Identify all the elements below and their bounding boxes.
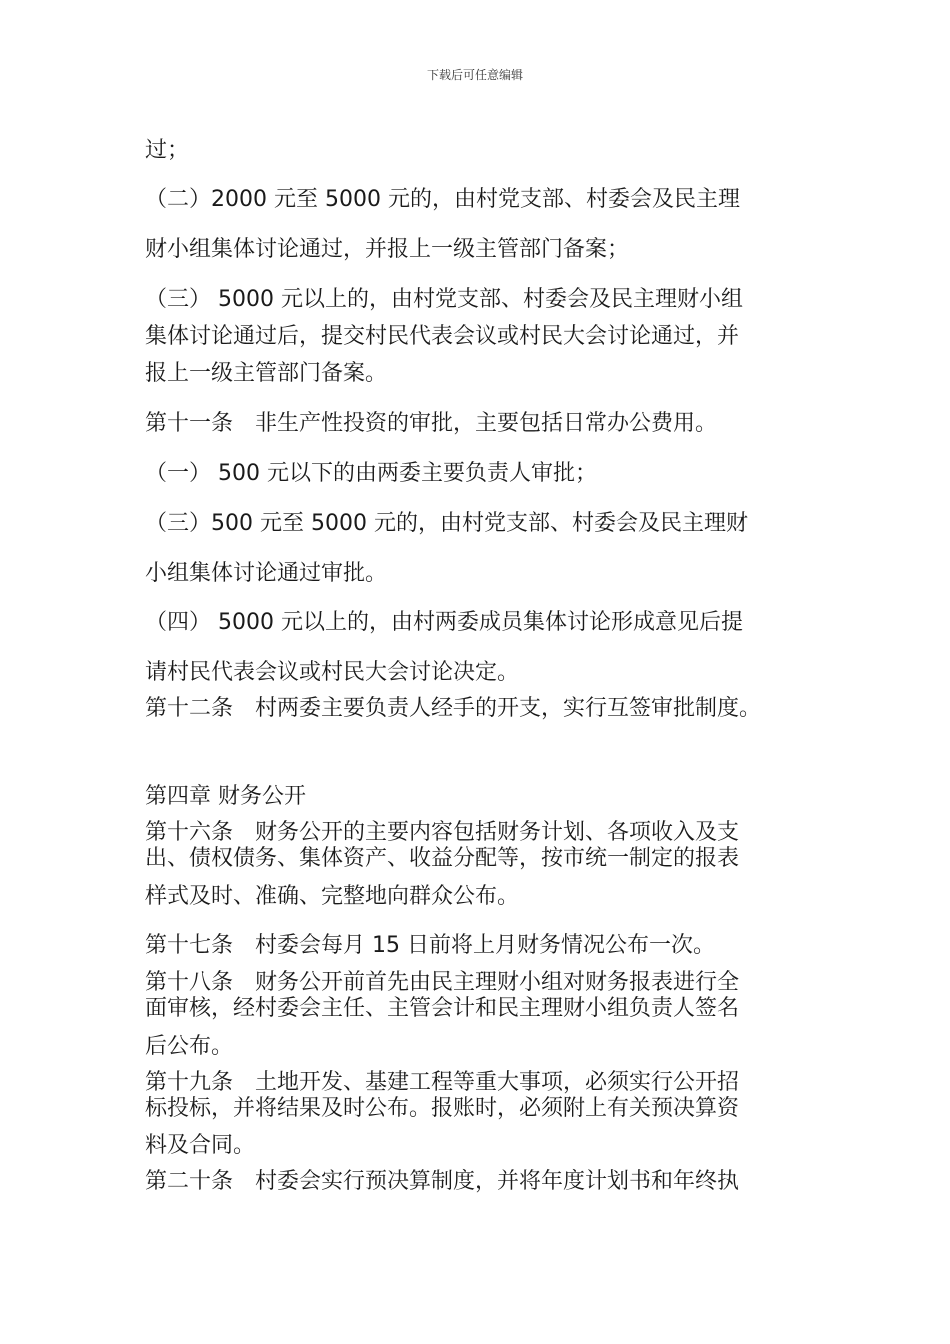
text-line: 面审核，经村委会主任、主管会计和民主理财小组负责人签名 (145, 996, 740, 1021)
text-line: （三） 5000 元以上的，由村党支部、村委会及民主理财小组 (145, 287, 743, 312)
text-line: 过； (145, 138, 190, 163)
text-line: 第十八条 财务公开前首先由民主理财小组对财务报表进行全 (145, 970, 740, 995)
text-line: 后公布。 (145, 1034, 234, 1059)
text-line: （二）2000 元至 5000 元的，由村党支部、村委会及民主理 (145, 187, 740, 212)
chapter-heading: 第四章 财务公开 (145, 784, 306, 809)
text-line: 出、债权债务、集体资产、收益分配等，按市统一制定的报表 (145, 846, 740, 871)
text-line: （一） 500 元以下的由两委主要负责人审批； (145, 461, 597, 486)
text-line: 报上一级主管部门备案。 (145, 361, 388, 386)
text-line: 小组集体讨论通过审批。 (145, 561, 388, 586)
text-line: 请村民代表会议或村民大会讨论决定。 (145, 660, 520, 685)
text-line: 标投标，并将结果及时公布。报账时，必须附上有关预决算资 (145, 1096, 740, 1121)
text-line: 第十六条 财务公开的主要内容包括财务计划、各项收入及支 (145, 820, 740, 845)
text-line: 集体讨论通过后，提交村民代表会议或村民大会讨论通过，并 (145, 324, 740, 349)
text-line: 第十一条 非生产性投资的审批，主要包括日常办公费用。 (145, 411, 718, 436)
text-line: 第二十条 村委会实行预决算制度，并将年度计划书和年终执 (145, 1169, 740, 1194)
text-line: （三）500 元至 5000 元的，由村党支部、村委会及民主理财 (145, 511, 748, 536)
text-line: 第十二条 村两委主要负责人经手的开支，实行互签审批制度。 (145, 696, 762, 721)
text-line: （四） 5000 元以上的，由村两委成员集体讨论形成意见后提 (145, 610, 743, 635)
text-line: 样式及时、准确、完整地向群众公布。 (145, 884, 520, 909)
text-line: 第十九条 土地开发、基建工程等重大事项，必须实行公开招 (145, 1070, 740, 1095)
text-line: 第十七条 村委会每月 15 日前将上月财务情况公布一次。 (145, 933, 715, 958)
page-header: 下载后可任意编辑 (426, 68, 523, 82)
text-line: 财小组集体讨论通过，并报上一级主管部门备案； (145, 237, 630, 262)
text-line: 料及合同。 (145, 1133, 256, 1158)
